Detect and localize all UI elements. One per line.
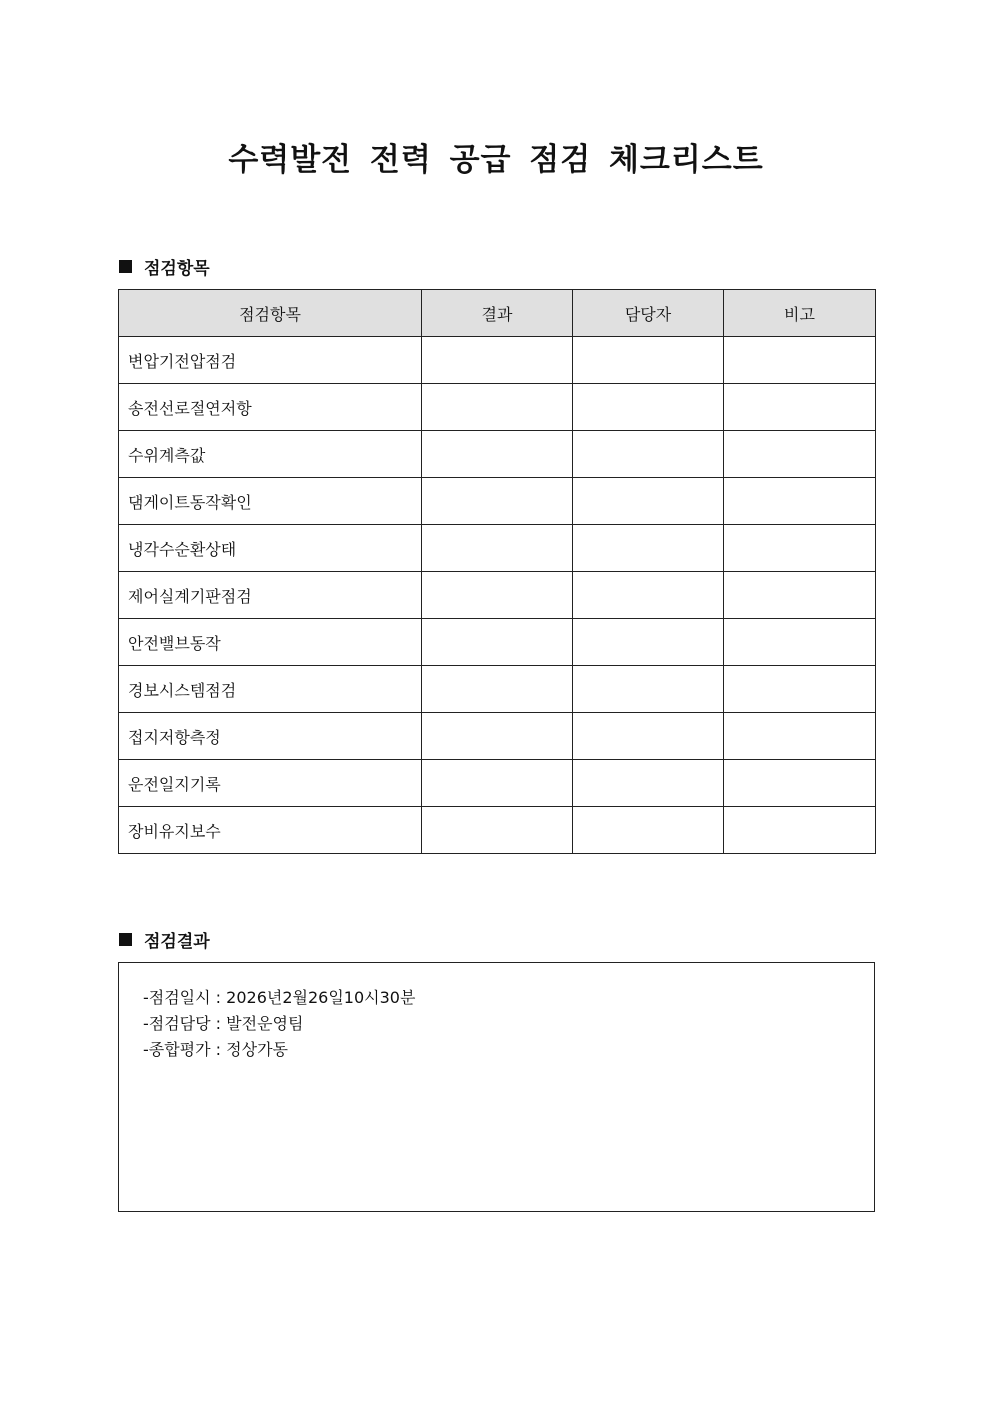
note-cell[interactable] [724,760,876,807]
column-header-result: 결과 [422,290,573,337]
owner-cell[interactable] [573,807,724,854]
item-cell: 수위계측값 [119,431,422,478]
item-cell: 운전일지기록 [119,760,422,807]
result-cell[interactable] [422,666,573,713]
inspection-checklist-table [118,289,876,854]
note-cell[interactable] [724,525,876,572]
table-row [119,337,876,384]
result-cell[interactable] [422,619,573,666]
table-row [119,478,876,525]
section-heading-inspection-items [119,254,210,279]
table-row [119,713,876,760]
table-row [119,666,876,713]
overall-evaluation-line: -종합평가 : 정상가동 [143,1040,288,1059]
result-cell[interactable] [422,478,573,525]
column-header-owner: 담당자 [573,290,724,337]
table-header-row [119,290,876,337]
document-title: 수력발전 전력 공급 점검 체크리스트 [228,142,764,178]
column-header-note: 비고 [724,290,876,337]
result-cell[interactable] [422,525,573,572]
owner-cell[interactable] [573,337,724,384]
item-cell: 송전선로절연저항 [119,384,422,431]
owner-cell[interactable] [573,572,724,619]
item-cell: 안전밸브동작 [119,619,422,666]
table-row [119,384,876,431]
item-cell: 접지저항측정 [119,713,422,760]
section-heading-label: 점검결과 [144,932,210,952]
owner-cell[interactable] [573,384,724,431]
note-cell[interactable] [724,807,876,854]
item-cell: 변압기전압점검 [119,337,422,384]
inspection-results-box [118,962,875,1212]
result-cell[interactable] [422,337,573,384]
owner-cell[interactable] [573,713,724,760]
column-header-item: 점검항목 [119,290,422,337]
table-row [119,572,876,619]
section-heading-label: 점검항목 [144,259,210,279]
owner-cell[interactable] [573,666,724,713]
note-cell[interactable] [724,713,876,760]
owner-cell[interactable] [573,478,724,525]
result-cell[interactable] [422,760,573,807]
table-row [119,807,876,854]
item-cell: 냉각수순환상태 [119,525,422,572]
result-cell[interactable] [422,713,573,760]
owner-cell[interactable] [573,619,724,666]
item-cell: 경보시스템점검 [119,666,422,713]
owner-cell[interactable] [573,431,724,478]
note-cell[interactable] [724,384,876,431]
table-row [119,619,876,666]
note-cell[interactable] [724,478,876,525]
note-cell[interactable] [724,431,876,478]
note-cell[interactable] [724,619,876,666]
table-row [119,431,876,478]
square-bullet-icon [119,260,132,273]
note-cell[interactable] [724,572,876,619]
note-cell[interactable] [724,666,876,713]
square-bullet-icon [119,933,132,946]
result-cell[interactable] [422,384,573,431]
section-heading-inspection-results [119,927,210,952]
item-cell: 제어실계기판점검 [119,572,422,619]
result-cell[interactable] [422,431,573,478]
item-cell: 댐게이트동작확인 [119,478,422,525]
result-cell[interactable] [422,807,573,854]
inspection-owner-line: -점검담당 : 발전운영팀 [143,1014,304,1033]
owner-cell[interactable] [573,525,724,572]
result-cell[interactable] [422,572,573,619]
table-row [119,525,876,572]
table-row [119,760,876,807]
inspection-date-line: -점검일시 : 2026년2월26일10시30분 [143,988,416,1007]
note-cell[interactable] [724,337,876,384]
item-cell: 장비유지보수 [119,807,422,854]
owner-cell[interactable] [573,760,724,807]
